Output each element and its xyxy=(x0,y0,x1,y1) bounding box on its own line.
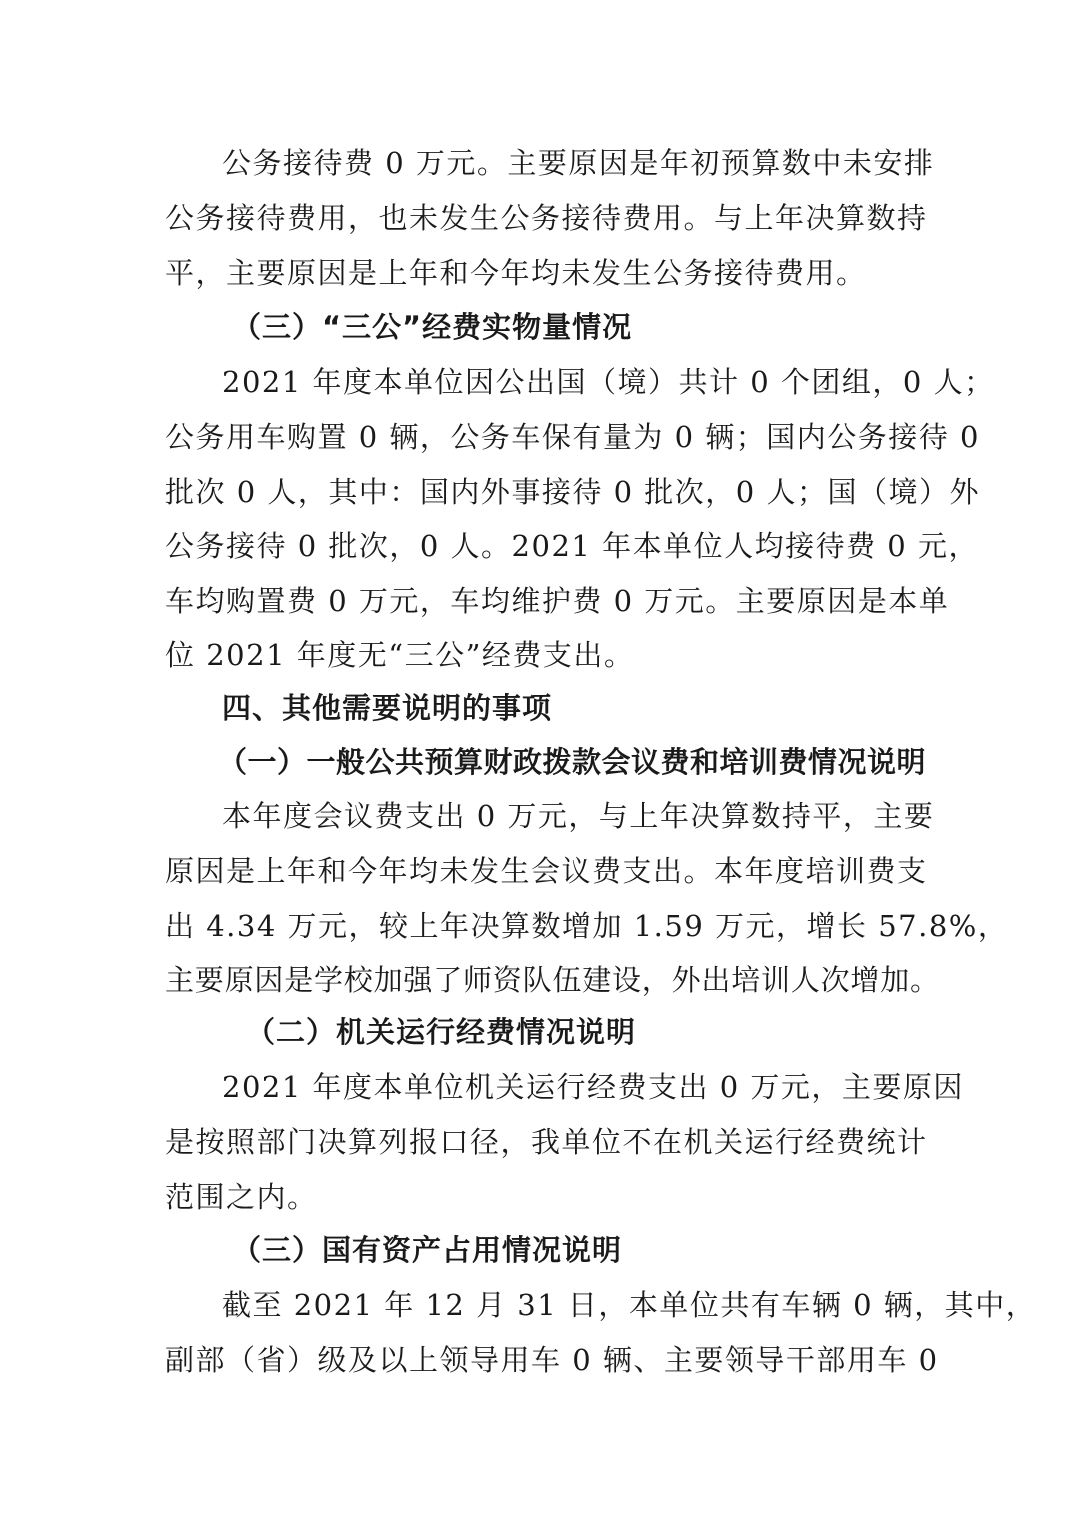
paragraph-line: 2021 年度本单位机关运行经费支出 0 万元，主要原因 xyxy=(222,1070,964,1104)
paragraph-line: 副部（省）级及以上领导用车 0 辆、主要领导干部用车 0 xyxy=(165,1343,939,1377)
section-heading: （三）“三公”经费实物量情况 xyxy=(232,310,633,344)
paragraph-line: 本年度会议费支出 0 万元，与上年决算数持平，主要 xyxy=(222,799,935,833)
paragraph-line: 公务用车购置 0 辆，公务车保有量为 0 辆；国内公务接待 0 xyxy=(165,420,980,454)
paragraph-line: 批次 0 人，其中：国内外事接待 0 批次，0 人；国（境）外 xyxy=(165,475,980,509)
paragraph-line: 公务接待费用，也未发生公务接待费用。与上年决算数持 xyxy=(165,201,928,235)
paragraph-line: 出 4.34 万元，较上年决算数增加 1.59 万元，增长 57.8%， xyxy=(165,909,1009,943)
section-heading: （一）一般公共预算财政拨款会议费和培训费情况说明 xyxy=(218,745,927,779)
paragraph-line: 公务接待 0 批次，0 人。2021 年本单位人均接待费 0 元， xyxy=(165,529,979,563)
paragraph-line: 原因是上年和今年均未发生会议费支出。本年度培训费支 xyxy=(165,854,928,888)
paragraph-line: 是按照部门决算列报口径，我单位不在机关运行经费统计 xyxy=(165,1125,928,1159)
paragraph-line: 位 2021 年度无“三公”经费支出。 xyxy=(165,638,635,672)
section-heading: 四、其他需要说明的事项 xyxy=(222,691,553,725)
paragraph-line: 公务接待费 0 万元。主要原因是年初预算数中未安排 xyxy=(222,146,935,180)
paragraph-line: 截至 2021 年 12 月 31 日，本单位共有车辆 0 辆，其中， xyxy=(222,1288,1037,1322)
section-heading: （二）机关运行经费情况说明 xyxy=(246,1015,637,1049)
paragraph-line: 车均购置费 0 万元，车均维护费 0 万元。主要原因是本单 xyxy=(165,584,950,618)
paragraph-line: 主要原因是学校加强了师资队伍建设，外出培训人次增加。 xyxy=(165,963,940,997)
paragraph-line: 2021 年度本单位因公出国（境）共计 0 个团组，0 人； xyxy=(222,365,995,399)
paragraph-line: 平，主要原因是上年和今年均未发生公务接待费用。 xyxy=(165,256,867,290)
paragraph-line: 范围之内。 xyxy=(165,1180,318,1214)
section-heading: （三）国有资产占用情况说明 xyxy=(232,1233,623,1267)
